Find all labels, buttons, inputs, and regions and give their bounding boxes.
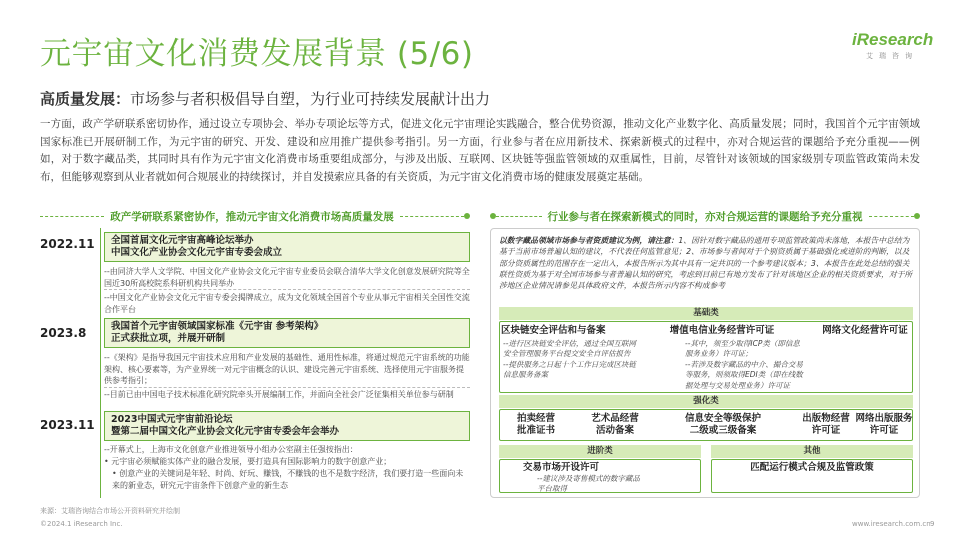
subtitle-rest: 市场参与者积极倡导自塑，为行业可持续发展献计出力: [130, 90, 491, 108]
qualification-title: 信息安全等级保护 二级或三级备案: [684, 413, 761, 436]
qualification-title: 艺术品经营 活动备案: [591, 413, 639, 436]
qualification-detail: --其中，须至少取得ICP类（即信息服务业务）许可证； --若涉及数字藏品的中介、撮合交易等服务，则须取得EDI类（即在线数据处理与交易处理业务）许可证: [685, 339, 803, 390]
event-detail: • 创意产业的关键词是年轻、时尚、好玩、赚钱，不赚钱的也不是数字经济，我们要打造一些面向未来的新业态，研究元宇宙条件下创意产业的新生态: [112, 469, 464, 490]
right-heading-text: 行业参与者在探索新模式的同时，亦对合规运营的课题给予充分重视: [547, 210, 863, 223]
footer-url: www.iresearch.com.cn: [852, 520, 931, 528]
event-detail: --《架构》是指导我国元宇宙技术应用和产业发展的基础性、通用性标准，将通过规范元宇宙系统的功能架构、核心要素等，为产业界统一对元宇宙概念的认识、建设完善元宇宙系统、选择使用元宇宙服务提供参考指引；: [104, 353, 470, 386]
note-bold: 以数字藏品领域市场参与者资质建议为例，请注意：: [499, 236, 679, 245]
event-detail: --由同济大学人文学院、中国文化产业协会文化元宇宙专业委员会联合清华大学文化创意发展研究院等全国近30所高校院系科研机构共同举办: [104, 267, 470, 288]
logo-text: iResearch: [852, 30, 934, 49]
qualification-detail: --建议涉及寄售模式的数字藏品平台取得: [537, 474, 640, 494]
event-highlight: 全国首届文化元宇宙高峰论坛举办 中国文化产业协会文化元宇宙专委会成立: [104, 232, 470, 262]
timeline-line: [100, 228, 101, 498]
page-subtitle: [40, 88, 490, 109]
iresearch-logo: [852, 30, 932, 61]
source-note: 来源：艾瑞咨询结合市场公开资料研究并绘制: [40, 507, 180, 515]
event-date: 2023.8: [40, 326, 87, 340]
event-detail: • 元宇宙必须赋能实体产业的融合发展，要打造具有国际影响力的数字创意产业；: [104, 457, 392, 466]
dot-marker: [914, 213, 920, 219]
event-detail: --中国文化产业协会文化元宇宙专委会揭牌成立，成为文化领域全国首个专业从事元宇宙相关全国性交流合作平台: [104, 293, 470, 314]
logo-subtext: 艾瑞咨询: [866, 52, 918, 60]
timeline-panel: [40, 228, 470, 498]
qualification-title: 匹配运行模式合规及监管政策: [750, 462, 874, 473]
basic-category-label: 基础类: [499, 307, 913, 320]
right-section-heading: [490, 207, 920, 225]
event-date: 2022.11: [40, 237, 95, 251]
qualification-detail: --进行区块链安全评估，通过全国互联网安全管理服务平台提交安全自评估报告 --提供服务之日起十个工作日完成区块链信息服务备案: [503, 339, 636, 380]
intro-paragraph: 一方面，政产学研联系密切协作，通过设立专项协会、举办专项论坛等方式，促进文化元宇宙理论实践融合，整合优势资源，推动文化产业数字化、高质量发展；同时，我国首个元宇宙领域国家标准已开展研制工作，为元宇宙的研究、开发、建设和应用推广提供参考指引。另一方面，行业参与者在应用新技术、探索新模式的过程中，亦对合规运营的课题给予充分重视——例如，对于数字藏品类，其同时具有作为元宇宙文化消费市场重要组成部分，与涉及出版、互联网、区块链等强监管领域的双重属性，目前，尽管针对该领域的国家级别专项监管政策尚未发布，但能够观察到从业者就如何合规展业的持续探讨，并自发摸索应具备的有关资质，为元宇宙文化消费市场的健康发展奠定基础。: [40, 118, 920, 183]
event-highlight: 2023中国式元宇宙前沿论坛 暨第二届中国文化产业协会文化元宇宙专委会年会举办: [104, 411, 470, 441]
left-heading-text: 政产学研联系紧密协作，推动元宇宙文化消费市场高质量发展: [110, 210, 394, 223]
qualification-title: 网络出版服务 许可证: [855, 413, 913, 436]
advanced-category-label: 进阶类: [499, 445, 701, 458]
page-title: 元宇宙文化消费发展背景 (5/6): [40, 36, 474, 72]
qualification-title: 出版物经营 许可证: [802, 413, 850, 436]
event-detail: --目前已由中国电子技术标准化研究院牵头开展编制工作，并面向全社会广泛征集相关单位参与研制: [104, 390, 454, 399]
qualification-title: 区块链安全评估和与备案: [501, 325, 606, 336]
qualification-title: 增值电信业务经营许可证: [669, 325, 775, 336]
qualification-title: 网络文化经营许可证: [822, 325, 908, 336]
qualification-note: [499, 235, 913, 291]
event-detail: --开幕式上，上海市文化创意产业推进领导小组办公室副主任强按指出：: [104, 445, 358, 454]
qualification-title: 拍卖经营 批准证书: [516, 413, 555, 436]
left-section-heading: [40, 207, 470, 225]
strong-category-label: 强化类: [499, 395, 913, 408]
other-category-label: 其他: [711, 445, 913, 458]
divider: [104, 289, 470, 290]
subtitle-bold: 高质量发展：: [40, 90, 131, 108]
divider: [104, 387, 470, 388]
copyright: ©2024.1 iResearch Inc.: [40, 520, 123, 528]
dot-marker: [464, 213, 470, 219]
event-highlight: 我国首个元宇宙领域国家标准《元宇宙 参考架构》 正式获批立项，并展开研制: [104, 318, 470, 348]
qualification-title: 交易市场开设许可: [522, 462, 599, 473]
event-date: 2023.11: [40, 418, 95, 432]
page-number: 9: [930, 520, 935, 528]
note-text: 1、因针对数字藏品的通用专项监管政策尚未落地，本报告中总结为基于当前市场普遍认知的建议，不代表任何监管意见；2、市场参与者间对于个别资质属于基础强化或进阶的判断，以及部分资质属性的范围存在一定出入，本报告所示为其中具有一定共识的一个参考建议版本；3、本报告在此处总结的强关联性资质为基于对全国市场参与者普遍认知的研究，考虑到目前已有地方发布了针对该地区企业的相关资质要求，对于所涉地区企业情况请参见具体政府文件，本报告所示内容不构成参考: [499, 236, 913, 291]
qualifications-panel: [490, 228, 920, 498]
